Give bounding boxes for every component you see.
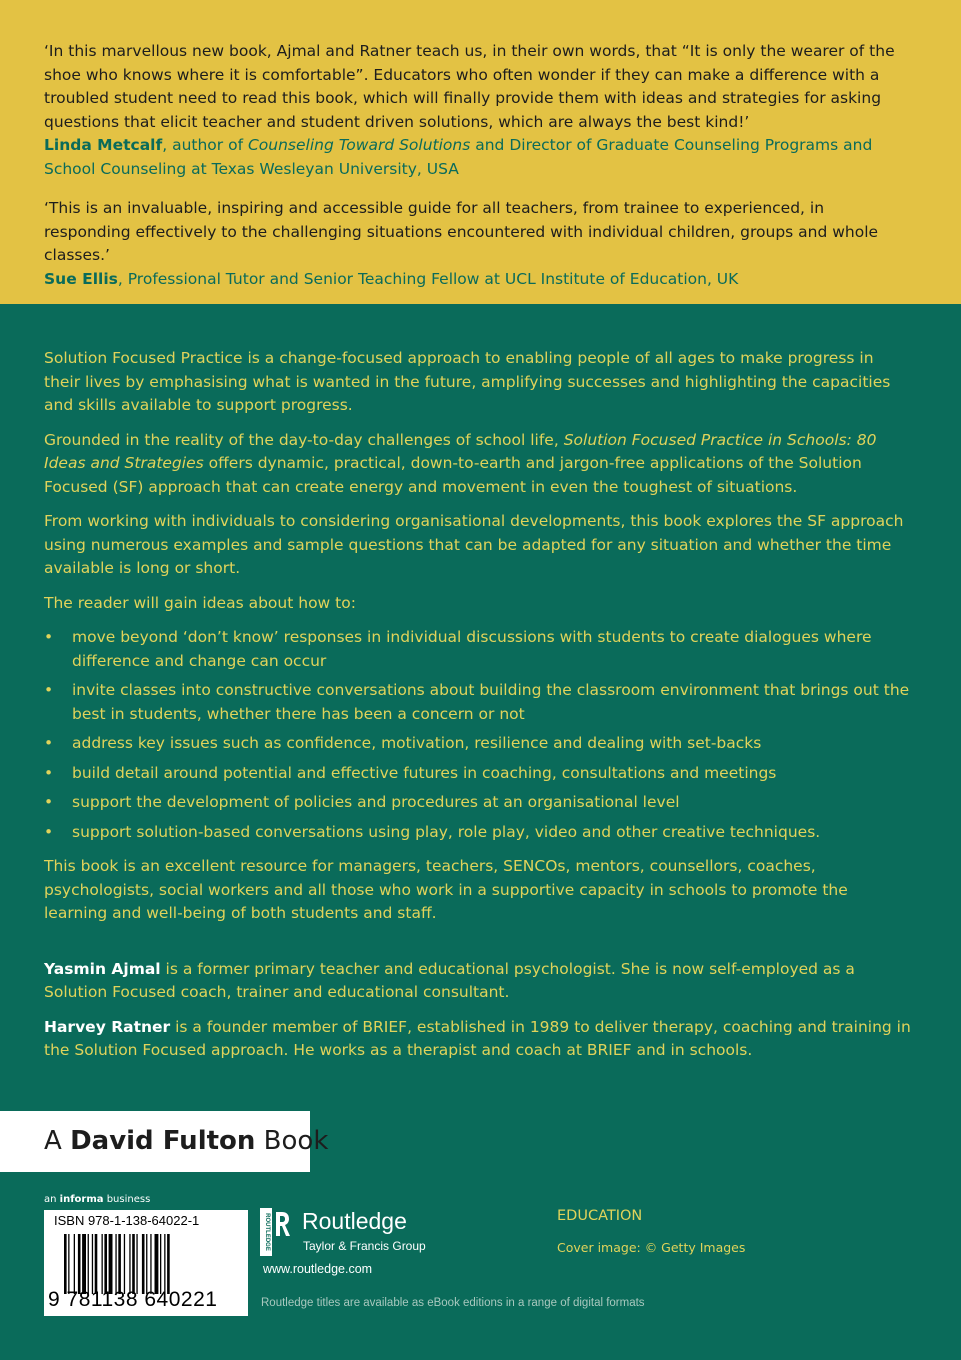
bullet-icon: • [44,763,54,782]
ideas-list [44,626,914,844]
barcode-bar [88,1234,89,1294]
imprint-name: David Fulton [70,1126,256,1156]
description-paragraph-4: The reader will gain ideas about how to: [44,593,356,612]
endorsement-1 [44,40,912,181]
imprint-prefix: A [44,1126,71,1156]
author-name: Harvey Ratner [44,1017,171,1036]
barcode-bar [142,1234,145,1294]
barcode-bar [74,1234,75,1294]
description-paragraph-5: This book is an excellent resource for managers, teachers, SENCOs, mentors, counsellors, coaches, psychologists, social workers and all those who work in a supportive capacity in schools to promote the learning and well-being of both students and staff. [44,857,848,922]
barcode-bar [129,1234,130,1294]
barcode-bar [167,1234,170,1294]
description-p2-prefix: Grounded in the reality of the day-to-day challenges of school life, [44,430,564,449]
barcode-bar [78,1234,81,1294]
endorsement-2-author: Sue Ellis [44,269,118,288]
barcode [44,1210,248,1316]
description-p2-suffix: offers dynamic, practical, down-to-earth and jargon-free applications of the Solution Focused (SF) approach that can create energy and movement in even the toughest of situations. [44,454,862,496]
publisher-name: Routledge [302,1208,407,1234]
author-bio-ratner [44,1016,914,1063]
list-item-text: move beyond ‘don’t know’ responses in individual discussions with students to create dialogues where difference and change can occur [72,628,872,670]
list-item [44,732,914,756]
author-bio-text: is a former primary teacher and educational psychologist. She is now self-employed as a Solution Focused coach, trainer and educational consultant. [44,959,855,1001]
barcode-bar [64,1234,67,1294]
barcode-bar [115,1234,116,1294]
endorsement-2-attribution [44,270,738,288]
list-item-text: address key issues such as confidence, motivation, resilience and dealing with set-backs [72,734,762,752]
barcode-bar [109,1234,113,1294]
endorsement-1-attribution [44,136,872,178]
author-bio-ajmal [44,958,914,1005]
category-label: EDUCATION [557,1208,643,1224]
description-paragraph-3: From working with individuals to considering organisational developments, this book explores the SF approach using numerous examples and sample questions that can be adapted for any situation and whether the time available is long or short. [44,512,904,577]
endorsement-2-role: , Professional Tutor and Senior Teaching Fellow at UCL Institute of Education, UK [117,269,739,288]
bullet-icon: • [44,793,54,811]
endorsement-1-text: ‘In this marvellous new book, Ajmal and Ratner teach us, in their own words, that “It is only the wearer of the shoe who knows where it is comfortable”. Educators who often wonder if they can make a difference with a troubled student need to read this book, which will finally provide them with ideas and strategies for asking questions that elicit teacher and student driven solutions, which are always the best kind!’ [44,42,895,131]
informa-suffix: business [103,1194,151,1205]
bullet-icon: • [44,628,54,646]
endorsement-1-role-suffix: and Director of Graduate Counseling Programs and School Counseling at Texas Wesleyan University, USA [44,136,873,178]
informa-prefix: an [44,1194,60,1205]
barcode-bar [95,1234,98,1294]
list-item [44,679,914,726]
description-paragraph-1: Solution Focused Practice is a change-focused approach to enabling people of all ages to make progress in their lives by emphasising what is wanted in the future, amplifying successes and highlighting the capacities and skills available to support progress. [44,349,891,414]
book-title: Solution Focused Practice in Schools: 80 Ideas and Strategies [44,430,877,472]
publisher-url: www.routledge.com [263,1262,373,1276]
list-item [44,791,914,815]
endorsement-1-book: Counseling Toward Solutions [247,136,471,154]
barcode-bar [124,1234,125,1294]
barcode-bar [132,1234,135,1294]
barcode-bar [160,1234,161,1294]
barcode-bar [92,1234,93,1294]
list-item-text: invite classes into constructive conversations about building the classroom environment that brings out the best in students, whether there has been a concern or not [72,681,910,723]
barcode-bar [164,1234,165,1294]
description-paragraph-2 [44,429,914,500]
barcode-bar [104,1234,107,1294]
routledge-logo-text: ROUTLEDGE [264,1213,270,1251]
barcode-bar [102,1234,103,1294]
barcode-bar [155,1234,159,1294]
barcode-bar [146,1234,147,1294]
barcode-bar [136,1234,137,1294]
endorsements-band [0,0,961,304]
cover-image-credit: Cover image: © Getty Images [557,1240,746,1255]
endorsement-2 [44,197,912,291]
isbn-label: ISBN 978-1-138-64022-1 [54,1213,200,1228]
endorsement-1-role-prefix: , author of [162,136,248,154]
barcode-number: 9 781138 640221 [48,1288,218,1311]
barcode-bars [64,1234,240,1294]
routledge-logo-icon [260,1208,290,1256]
list-item-text: build detail around potential and effective futures in coaching, consultations and meetings [72,763,777,782]
author-bio-text: is a founder member of BRIEF, established in 1989 to deliver therapy, coaching and training in the Solution Focused approach. He works as a therapist and coach at BRIEF and in schools. [44,1017,911,1059]
imprint-suffix: Book [255,1126,329,1156]
list-item [44,762,914,786]
list-item-text: support the development of policies and procedures at an organisational level [72,793,680,811]
endorsement-2-text: ‘This is an invaluable, inspiring and accessible guide for all teachers, from trainee to experienced, in responding effectively to the challenging situations encountered with individual children, groups and whole classes.’ [44,199,879,264]
list-item [44,821,914,845]
author-name: Yasmin Ajmal [44,959,161,978]
informa-brand: informa [59,1194,104,1205]
bullet-icon: • [44,734,54,752]
barcode-bar [68,1234,69,1294]
bullet-icon: • [44,681,54,699]
barcode-bar [150,1234,151,1294]
barcode-bar [118,1234,121,1294]
endorsement-1-author: Linda Metcalf [44,136,163,154]
imprint-label [0,1111,329,1172]
barcode-bar [82,1234,86,1294]
publisher-group: Taylor & Francis Group [303,1239,426,1253]
book-description [44,347,914,1074]
bullet-icon: • [44,822,54,841]
list-item-text: support solution-based conversations using play, role play, video and other creative techniques. [72,822,821,841]
informa-tagline [44,1194,150,1205]
ebook-note: Routledge titles are available as eBook editions in a range of digital formats [261,1297,645,1309]
list-item [44,626,914,673]
